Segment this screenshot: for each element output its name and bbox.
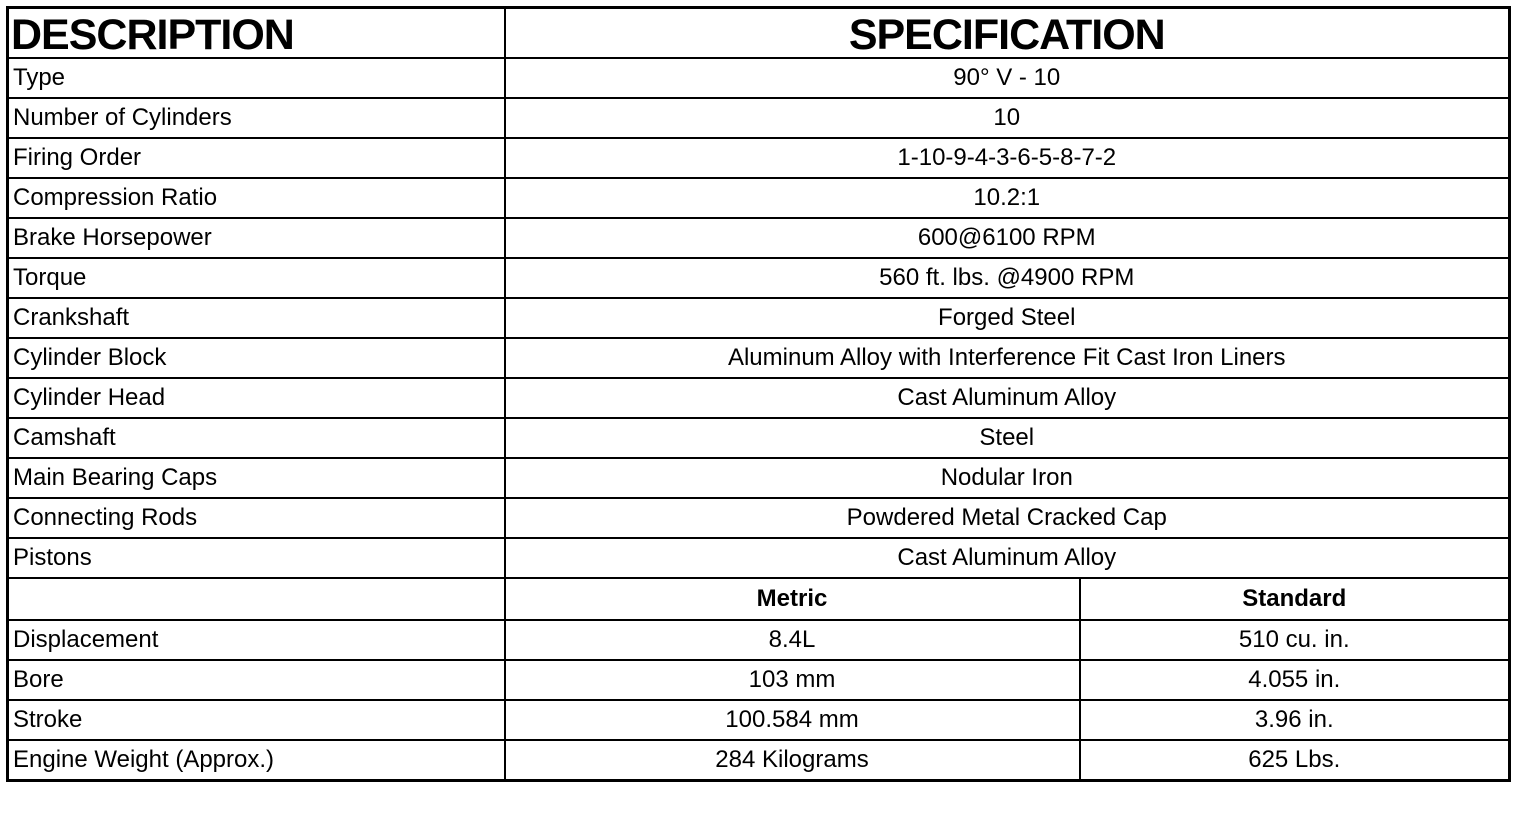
spec-value: Nodular Iron bbox=[505, 458, 1510, 498]
spec-label: Cylinder Block bbox=[8, 338, 505, 378]
standard-value: 3.96 in. bbox=[1080, 700, 1510, 740]
table-row bbox=[8, 98, 1510, 138]
table-row bbox=[8, 178, 1510, 218]
table-row bbox=[8, 418, 1510, 458]
spec-value: 560 ft. lbs. @4900 RPM bbox=[505, 258, 1510, 298]
standard-value: 510 cu. in. bbox=[1080, 620, 1510, 660]
spec-label: Firing Order bbox=[8, 138, 505, 178]
spec-label: Torque bbox=[8, 258, 505, 298]
measurement-label: Bore bbox=[8, 660, 505, 700]
spec-value: Steel bbox=[505, 418, 1510, 458]
specification-header: SPECIFICATION bbox=[505, 8, 1510, 59]
spec-value: 10 bbox=[505, 98, 1510, 138]
table-row bbox=[8, 458, 1510, 498]
units-header-row bbox=[8, 578, 1510, 620]
table-header-row bbox=[8, 8, 1510, 59]
metric-value: 284 Kilograms bbox=[505, 740, 1080, 781]
standard-header: Standard bbox=[1080, 578, 1510, 620]
measurement-label: Stroke bbox=[8, 700, 505, 740]
standard-value: 4.055 in. bbox=[1080, 660, 1510, 700]
spec-value: 600@6100 RPM bbox=[505, 218, 1510, 258]
spec-label: Cylinder Head bbox=[8, 378, 505, 418]
table-row bbox=[8, 538, 1510, 578]
metric-value: 8.4L bbox=[505, 620, 1080, 660]
table-row bbox=[8, 58, 1510, 98]
spec-value: Cast Aluminum Alloy bbox=[505, 378, 1510, 418]
spec-value: Cast Aluminum Alloy bbox=[505, 538, 1510, 578]
metric-header: Metric bbox=[505, 578, 1080, 620]
metric-value: 100.584 mm bbox=[505, 700, 1080, 740]
spec-label: Compression Ratio bbox=[8, 178, 505, 218]
engine-spec-table bbox=[6, 6, 1511, 782]
spec-label: Camshaft bbox=[8, 418, 505, 458]
spec-value: 90° V - 10 bbox=[505, 58, 1510, 98]
spec-label: Crankshaft bbox=[8, 298, 505, 338]
spec-label: Main Bearing Caps bbox=[8, 458, 505, 498]
table-row bbox=[8, 338, 1510, 378]
units-header-blank bbox=[8, 578, 505, 620]
table-row bbox=[8, 700, 1510, 740]
spec-label: Brake Horsepower bbox=[8, 218, 505, 258]
table-row bbox=[8, 298, 1510, 338]
table-row bbox=[8, 378, 1510, 418]
table-row bbox=[8, 740, 1510, 781]
spec-label: Connecting Rods bbox=[8, 498, 505, 538]
spec-value: 10.2:1 bbox=[505, 178, 1510, 218]
measurement-label: Displacement bbox=[8, 620, 505, 660]
table-row bbox=[8, 498, 1510, 538]
standard-value: 625 Lbs. bbox=[1080, 740, 1510, 781]
spec-value: 1-10-9-4-3-6-5-8-7-2 bbox=[505, 138, 1510, 178]
spec-label: Number of Cylinders bbox=[8, 98, 505, 138]
spec-value: Forged Steel bbox=[505, 298, 1510, 338]
spec-label: Pistons bbox=[8, 538, 505, 578]
spec-value: Powdered Metal Cracked Cap bbox=[505, 498, 1510, 538]
table-row bbox=[8, 138, 1510, 178]
description-header: DESCRIPTION bbox=[8, 8, 505, 59]
table-row bbox=[8, 620, 1510, 660]
metric-value: 103 mm bbox=[505, 660, 1080, 700]
table-row bbox=[8, 258, 1510, 298]
spec-value: Aluminum Alloy with Interference Fit Cast Iron Liners bbox=[505, 338, 1510, 378]
measurement-label: Engine Weight (Approx.) bbox=[8, 740, 505, 781]
table-row bbox=[8, 660, 1510, 700]
table-row bbox=[8, 218, 1510, 258]
spec-label: Type bbox=[8, 58, 505, 98]
